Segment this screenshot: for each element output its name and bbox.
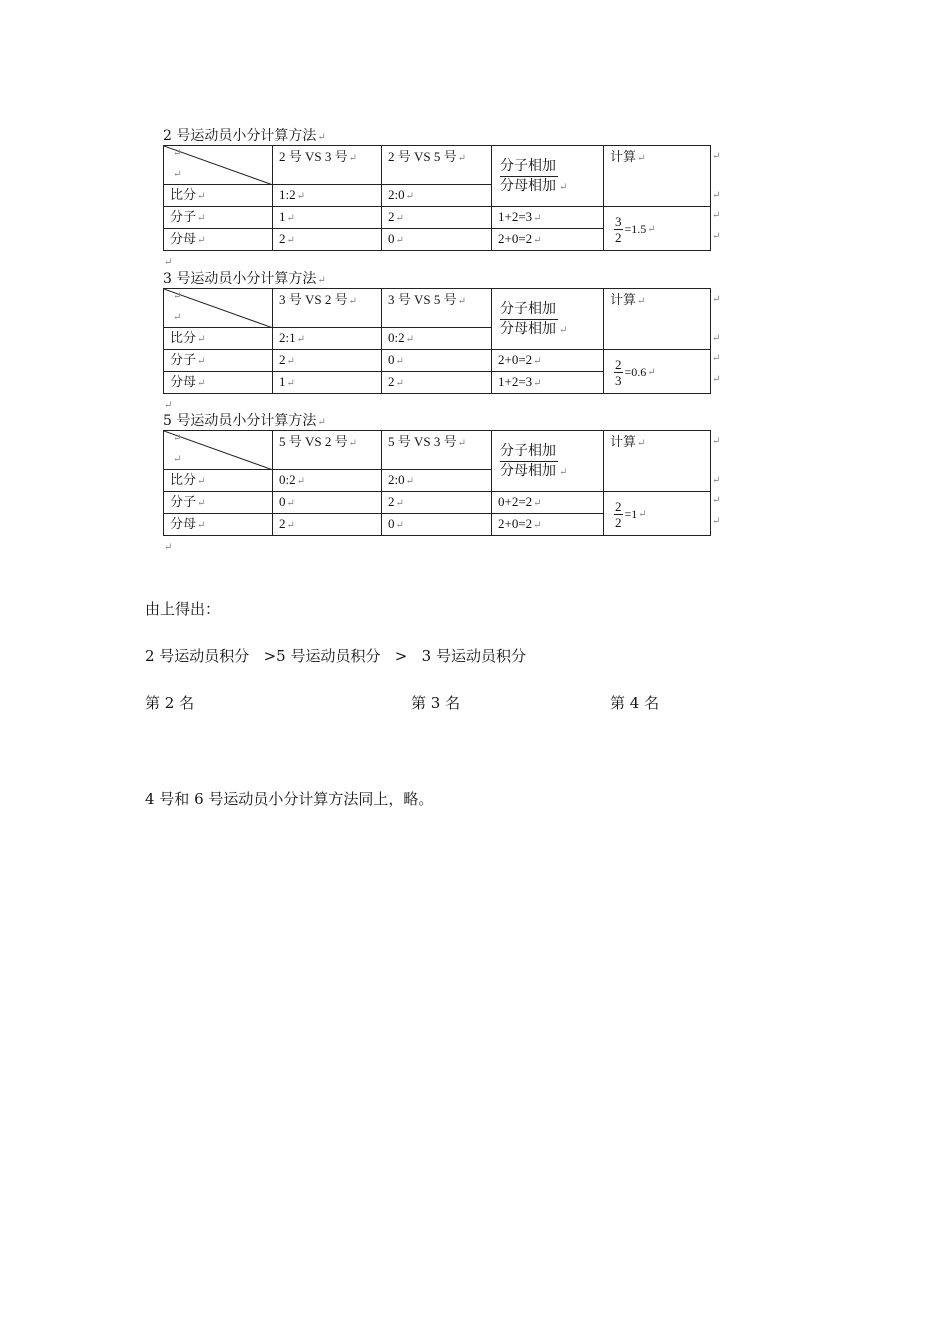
row-label: 分母↵: [164, 229, 273, 251]
score-table: [163, 145, 711, 251]
numerator-sum-cell: 0+2=2↵: [492, 492, 604, 514]
numerator-cell: 2↵: [382, 492, 492, 514]
sum-fraction-header: $\frac{\text{分子相加}}{\text{分母相加}}$ ↵: [492, 431, 604, 492]
score-table: [163, 430, 711, 536]
match-header: 2 号 VS 3 号↵: [273, 146, 382, 185]
score-cell: 2:1↵: [273, 328, 382, 350]
diagonal-header-cell: ↵ ↵: [164, 431, 273, 470]
score-cell: 2:0↵: [382, 470, 492, 492]
match-header: 5 号 VS 3 号↵: [382, 431, 492, 470]
numerator-sum-cell: 1+2=3↵: [492, 207, 604, 229]
calc-result-cell: $\frac{3}{2}$ =1.5 ↵: [604, 207, 711, 251]
match-header: 3 号 VS 5 号↵: [382, 289, 492, 328]
numerator-sum-cell: 2+0=2↵: [492, 350, 604, 372]
row-label: 分子↵: [164, 207, 273, 229]
table-title: 5 号运动员小分计算方法↵: [163, 413, 326, 429]
numerator-cell: 1↵: [273, 207, 382, 229]
denominator-cell: 2↵: [273, 229, 382, 251]
score-table-block-1: 2 号运动员小分计算方法↵ ↵ ↵ 2 号 VS 3 号↵ 2 号 VS 5 号↵ $\frac{\text{分子相加}}{\text{分母相加}}$ ↵ 计算↵ 比分↵ 1:2↵ 2:0↵ 分子↵ 1↵ 2↵ 1+2=3↵ $\frac{3}{2}$ =1.5 ↵ 分母↵ 2↵ 0↵ 2+0=2↵ ↵: [163, 127, 723, 269]
score-cell: 2:0↵: [382, 185, 492, 207]
denominator-sum-cell: 2+0=2↵: [492, 514, 604, 536]
score-cell: 0:2↵: [382, 328, 492, 350]
calc-header: 计算↵: [604, 431, 711, 492]
calc-header: 计算↵: [604, 146, 711, 207]
closing-note: 4 号和 6 号运动员小分计算方法同上，略。: [145, 790, 434, 808]
row-label: 比分↵: [164, 470, 273, 492]
match-header: 5 号 VS 2 号↵: [273, 431, 382, 470]
diagonal-header-cell: ↵ ↵: [164, 146, 273, 185]
denominator-cell: 0↵: [382, 514, 492, 536]
ranking-line: 2 号运动员积分 >5 号运动员积分 > 3 号运动员积分: [145, 647, 526, 665]
table-title: 3 号运动员小分计算方法↵: [163, 271, 326, 287]
row-label: 分母↵: [164, 514, 273, 536]
diagonal-header-cell: ↵ ↵: [164, 289, 273, 328]
denominator-sum-cell: 2+0=2↵: [492, 229, 604, 251]
place-label: 第 3 名: [411, 694, 461, 712]
row-label: 分子↵: [164, 350, 273, 372]
calc-result-cell: $\frac{2}{2}$ =1 ↵: [604, 492, 711, 536]
score-cell: 1:2↵: [273, 185, 382, 207]
table-title: 2 号运动员小分计算方法↵: [163, 128, 326, 144]
row-label: 分子↵: [164, 492, 273, 514]
score-table: [163, 288, 711, 394]
denominator-sum-cell: 1+2=3↵: [492, 372, 604, 394]
calc-result-cell: $\frac{2}{3}$ =0.6 ↵: [604, 350, 711, 394]
place-label: 第 4 名: [610, 694, 660, 712]
score-table-block-2: 3 号运动员小分计算方法↵ ↵ ↵ 3 号 VS 2 号↵ 3 号 VS 5 号↵ $\frac{\text{分子相加}}{\text{分母相加}}$ ↵ 计算↵ 比分↵ 2:1↵ 0:2↵ 分子↵ 2↵ 0↵ 2+0=2↵ $\frac{2}{3}$ =0.6 ↵ 分母↵ 1↵ 2↵ 1+2=3↵ ↵: [163, 270, 723, 412]
match-header: 2 号 VS 5 号↵: [382, 146, 492, 185]
calc-header: 计算↵: [604, 289, 711, 350]
conclusion-lead: 由上得出：: [145, 600, 221, 618]
score-table-block-3: 5 号运动员小分计算方法↵ ↵ ↵ 5 号 VS 2 号↵ 5 号 VS 3 号↵ $\frac{\text{分子相加}}{\text{分母相加}}$ ↵ 计算↵ 比分↵ 0:2↵ 2:0↵ 分子↵ 0↵ 2↵ 0+2=2↵ $\frac{2}{2}$ =1 ↵ 分母↵ 2↵ 0↵ 2+0=2↵ ↵: [163, 412, 723, 554]
denominator-cell: 1↵: [273, 372, 382, 394]
numerator-cell: 2↵: [273, 350, 382, 372]
score-cell: 0:2↵: [273, 470, 382, 492]
sum-fraction-header: $\frac{\text{分子相加}}{\text{分母相加}}$ ↵: [492, 289, 604, 350]
numerator-cell: 0↵: [273, 492, 382, 514]
denominator-cell: 2↵: [382, 372, 492, 394]
numerator-cell: 0↵: [382, 350, 492, 372]
row-label: 比分↵: [164, 185, 273, 207]
row-label: 比分↵: [164, 328, 273, 350]
denominator-cell: 0↵: [382, 229, 492, 251]
row-label: 分母↵: [164, 372, 273, 394]
match-header: 3 号 VS 2 号↵: [273, 289, 382, 328]
denominator-cell: 2↵: [273, 514, 382, 536]
place-label: 第 2 名: [145, 694, 195, 712]
sum-fraction-header: $\frac{\text{分子相加}}{\text{分母相加}}$ ↵: [492, 146, 604, 207]
numerator-cell: 2↵: [382, 207, 492, 229]
